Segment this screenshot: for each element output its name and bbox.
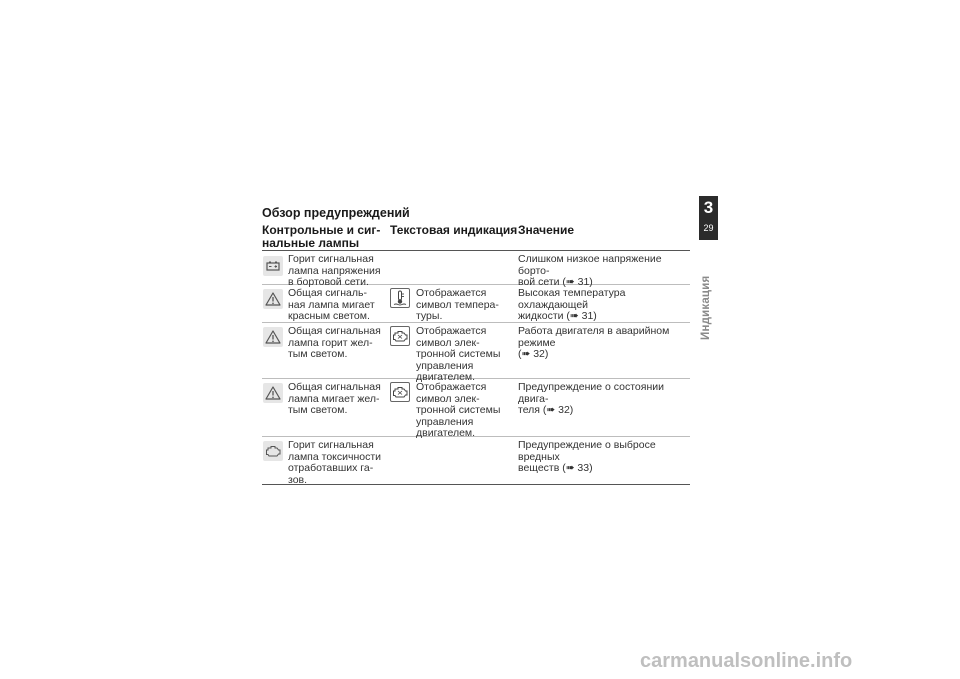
lamp-description: Общая сигнальная лампа горит жел- тым светом. [288,325,381,360]
meaning-text: Слишком низкое напряжение борто- вой сети (➠ 31) [518,253,662,288]
meaning-text: Предупреждение о выбросе вредных веществ (➠ 33) [518,439,656,474]
engine-icon [390,382,410,402]
coolant-temperature-icon [390,288,410,308]
display-description: Отображается символ темпера- туры. [416,287,499,322]
chapter-number: 3 [703,198,714,217]
table-row [262,285,690,323]
warning-triangle-icon [263,289,283,309]
lamp-description: Горит сигнальная лампа токсичности отработавших га- зов. [288,439,382,486]
chapter-tab [699,196,718,240]
meaning-text: Высокая температура охлаждающей жидкости (➠ 31) [518,287,626,322]
column-header-display: Текстовая индикация [390,223,518,237]
column-header-meaning: Значение [518,223,575,237]
side-chapter-label: Индикация [700,275,712,340]
page-number: 29 [703,223,714,233]
table-row [262,251,690,288]
lamp-description: Общая сигнальная лампа мигает жел- тым светом. [288,381,381,416]
emission-engine-icon [263,441,283,461]
column-header-lamps: Контрольные и сиг- нальные лампы [262,223,381,250]
warning-triangle-icon [263,327,283,347]
table-row [262,379,690,437]
watermark: carmanualsonline.info [640,650,853,672]
section-title: Обзор предупреждений [262,206,410,220]
meaning-text: Предупреждение о состоянии двига- теля (➠ 32) [518,381,664,416]
battery-icon [263,256,283,276]
display-description: Отображается символ элек- тронной системы управления двигателем. [416,381,501,439]
warning-triangle-icon [263,383,283,403]
meaning-text: Работа двигателя в аварийном режиме (➠ 32) [518,325,670,360]
table-row [262,437,690,485]
engine-icon [390,326,410,346]
lamp-description: Горит сигнальная лампа напряжения в бортовой сети. [288,253,381,288]
lamp-description: Общая сигналь- ная лампа мигает красным светом. [288,287,375,322]
display-description: Отображается символ элек- тронной системы управления двигателем. [416,325,501,383]
table-row [262,323,690,383]
